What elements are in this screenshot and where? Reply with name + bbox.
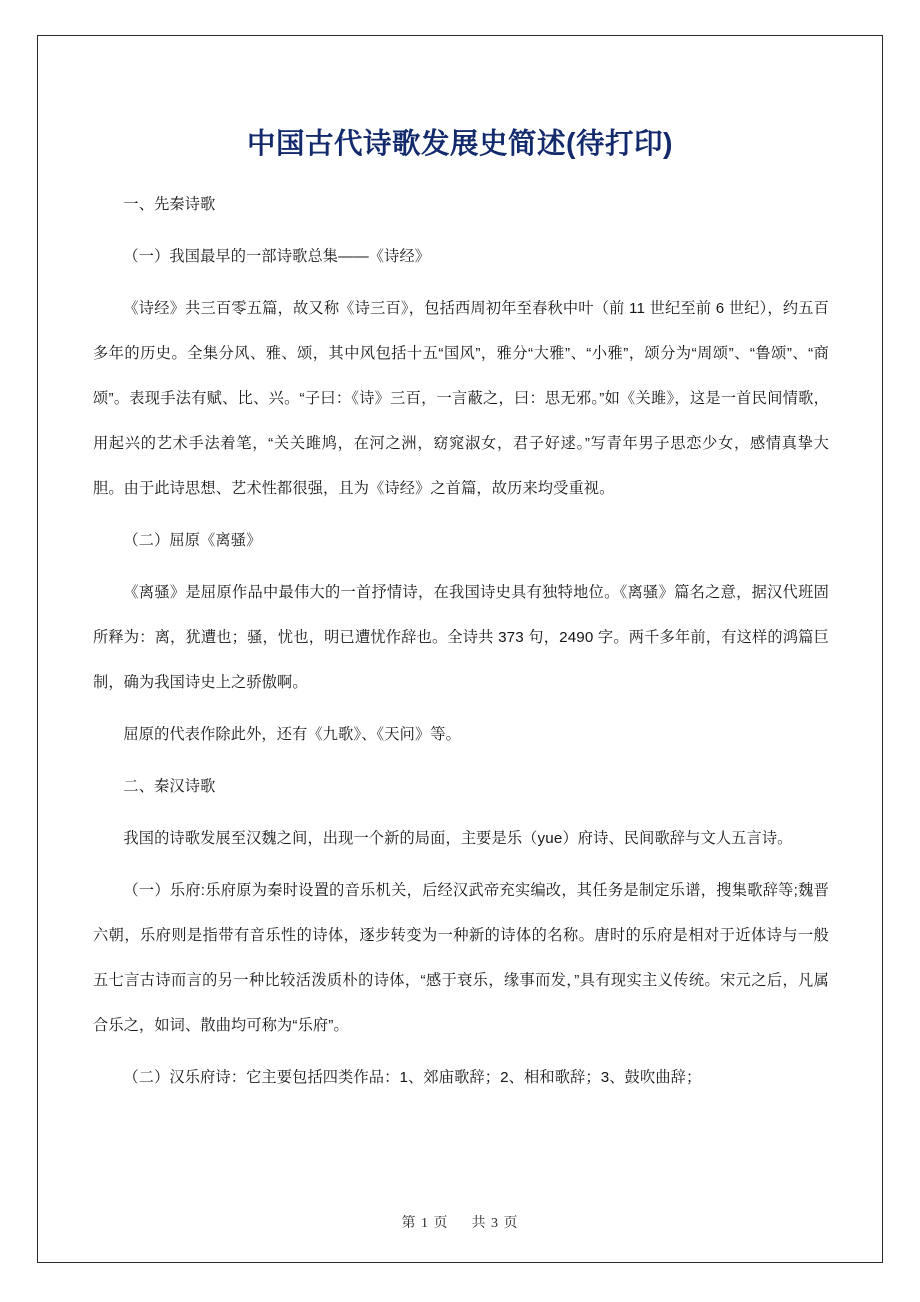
paragraph-quyuan-works: 屈原的代表作除此外，还有《九歌》、《天问》等。 xyxy=(123,726,461,743)
paragraph-yuefu-detail: （一）乐府:乐府原为秦时设置的音乐机关，后经汉武帝充实编改，其任务是制定乐谱，搜集歌辞等;魏晋六朝，乐府则是指带有音乐性的诗体，逐步转变为一种新的诗体的名称。唐时的乐府是相对于近体诗与一般五七言古诗而言的另一种比较活泼质朴的诗体，“感于衰乐，缘事而发，”具有现实主义传统。宋元之后，凡属合乐之，如词、散曲均可称为“乐府”。 xyxy=(93,882,829,1034)
section-heading-xianqin: 一、先秦诗歌 xyxy=(123,196,216,213)
subsection-heading-shijing: （一）我国最早的一部诗歌总集——《诗经》 xyxy=(123,248,431,265)
footer-total-pages-number: 3 xyxy=(491,1216,499,1231)
document-body xyxy=(93,182,829,1107)
footer-current-page-number: 1 xyxy=(421,1216,429,1231)
footer-total-unit: 页 xyxy=(503,1216,519,1231)
section-heading-qinhan: 二、秦汉诗歌 xyxy=(123,778,216,795)
footer-total-prefix: 共 xyxy=(471,1216,487,1231)
footer-page-unit: 页 xyxy=(433,1216,449,1231)
document-page xyxy=(37,35,883,1263)
paragraph-lisao-detail: 《离骚》是屈原作品中最伟大的一首抒情诗，在我国诗史具有独特地位。《离骚》篇名之意，据汉代班固所释为：离，犹遭也；骚，忧也，明已遭忧作辞也。全诗共 373 句，2490 字。两千多年前，有这样的鸿篇巨制，确为我国诗史上之骄傲啊。 xyxy=(93,584,829,691)
paragraph-hanyuefu-detail: （二）汉乐府诗：它主要包括四类作品：1、郊庙歌辞；2、相和歌辞；3、鼓吹曲辞； xyxy=(123,1069,702,1086)
page-inner xyxy=(38,36,882,1262)
page-title: 中国古代诗歌发展史简述(待打印) xyxy=(247,128,673,161)
paragraph-hanwei-overview: 我国的诗歌发展至汉魏之间，出现一个新的局面，主要是乐（yue）府诗、民间歌辞与文人五言诗。 xyxy=(123,830,793,847)
paragraph-shijing-detail: 《诗经》共三百零五篇，故又称《诗三百》，包括西周初年至春秋中叶（前 11 世纪至前 6 世纪），约五百多年的历史。全集分风、雅、颂，其中风包括十五“国风”，雅分“大雅”、“小雅”，颂分为“周颂”、“鲁颂”、“商颂”。表现手法有赋、比、兴。“子曰：《诗》三百，一言蔽之，曰：思无邪。”如《关雎》，这是一首民间情歌，用起兴的艺术手法着笔，“关关雎鸠，在河之洲，窈窕淑女，君子好逑。”写青年男子思恋少女，感情真挚大胆。由于此诗思想、艺术性都很强，且为《诗经》之首篇，故历来均受重视。 xyxy=(93,300,829,497)
subsection-heading-lisao: （二）屈原《离骚》 xyxy=(123,532,262,549)
footer-current-page-prefix: 第 xyxy=(401,1216,417,1231)
page-footer xyxy=(38,1212,882,1232)
